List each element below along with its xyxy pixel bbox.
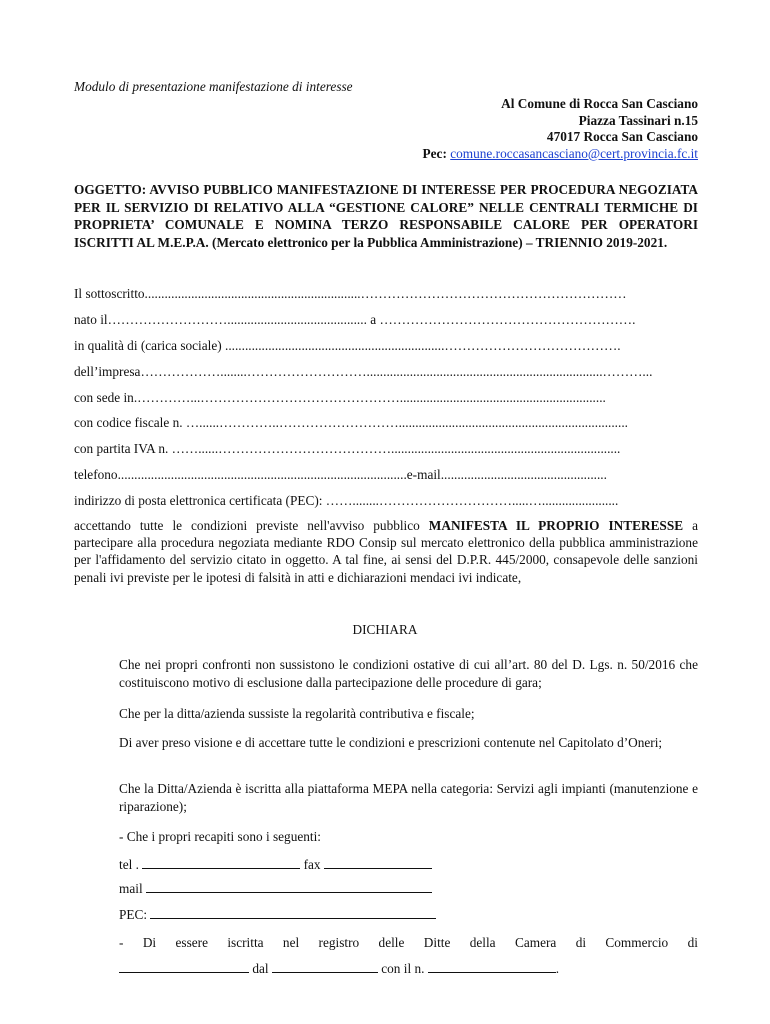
declaration-mepa: Che la Ditta/Azienda è iscritta alla piattaforma MEPA nella categoria: Servizi agli impianti (manutenzione e riparazione);: [119, 781, 698, 814]
dal-label: dal: [249, 961, 272, 976]
fax-blank[interactable]: [324, 856, 432, 869]
numero-blank[interactable]: [428, 960, 556, 973]
dichiara-heading: DICHIARA: [352, 622, 418, 637]
contact-mail-row: [119, 880, 432, 898]
tel-label: tel .: [119, 857, 143, 872]
field-sede[interactable]: con sede in.…………...………………………………………..............................................................: [74, 389, 606, 405]
dal-date-blank[interactable]: [272, 960, 378, 973]
camera-word: nel: [282, 935, 300, 950]
recipient-name: Al Comune di Rocca San Casciano: [501, 96, 698, 111]
recipient-city: 47017 Rocca San Casciano: [546, 129, 698, 144]
mail-blank[interactable]: [146, 880, 432, 893]
camera-word: essere: [175, 935, 208, 950]
camera-registration-row: [119, 960, 559, 978]
form-title: Modulo di presentazione manifestazione di interesse: [74, 79, 353, 94]
field-partita-iva[interactable]: con partita IVA n. ……......………………………………….....................................................................: [74, 441, 621, 457]
row-end: .: [555, 961, 560, 976]
field-sottoscritto[interactable]: Il sottoscritto.................................................................……………………………………………………: [74, 286, 627, 301]
field-qualita[interactable]: in qualità di (carica sociale) ..................................................................………………………………….: [74, 337, 621, 353]
camera-word: di: [687, 935, 698, 950]
camera-word: registro: [318, 935, 360, 950]
pec-email-link[interactable]: comune.roccasancasciano@cert.provincia.fc.it: [450, 145, 698, 161]
declaration-art80: Che nei propri confronti non sussistono le condizioni ostative di cui all’art. 80 del D. Lgs. n. 50/2016 che costituiscono motivo di esclusione dalla partecipazione delle procedure di gara;: [119, 657, 698, 690]
contact-tel-fax-row: [119, 856, 432, 874]
field-nato-il[interactable]: nato il……………………….......................................... a ………………………………………………….: [74, 311, 636, 327]
camera-word: delle: [378, 935, 405, 950]
camera-word: iscritta: [227, 935, 264, 950]
field-telefono-email[interactable]: telefono.......................................................................................e-mail..................................................: [74, 467, 607, 483]
field-pec[interactable]: indirizzo di posta elettronica certificata (PEC): ……........………………………….....….......................: [74, 493, 619, 509]
declaration-capitolato: Di aver preso visione e di accettare tutte le condizioni e prescrizioni contenute nel Capitolato d’Oneri;: [119, 735, 663, 750]
registro-blank[interactable]: [119, 960, 249, 973]
mail-label: mail: [119, 881, 146, 896]
intent-paragraph: [74, 517, 698, 586]
camera-word: della: [469, 935, 496, 950]
camera-word: -: [119, 935, 124, 950]
recipient-street: Piazza Tassinari n.15: [578, 112, 698, 128]
pec-blank[interactable]: [150, 906, 436, 919]
intent-text-2: a partecipare alla procedura negoziata mediante RDO Consip sul mercato elettronico della pubblica amministrazione per l'affidamento del servizio citato in oggetto. A tal fine, ai sensi del D.P.R. 445/2000, consapevole delle sanzioni penali ivi previste per le ipotesi di falsità in atti e dichiarazioni mendaci ivi indicate,: [74, 518, 698, 585]
fax-label: fax: [300, 857, 324, 872]
field-codice-fiscale[interactable]: con codice fiscale n. …......…………..……………………….....................................................................: [74, 415, 628, 431]
numero-label: con il n.: [377, 961, 428, 976]
recipient-address: [423, 96, 698, 162]
intent-text-1: accettando tutte le condizioni previste nell'avviso pubblico: [74, 518, 429, 533]
declaration-recapiti: - Che i propri recapiti sono i seguenti:: [119, 829, 321, 844]
camera-commercio-line: [119, 934, 698, 952]
field-impresa[interactable]: dell’impresa………………........……………………….......................................................................………...: [74, 363, 653, 379]
pec-label: Pec:: [422, 145, 451, 161]
camera-word: Di: [142, 935, 157, 950]
tel-blank[interactable]: [142, 856, 300, 869]
contact-pec-row: [119, 906, 436, 924]
pec-row-label: PEC:: [119, 907, 151, 922]
camera-word: Camera: [514, 935, 557, 950]
intent-bold: MANIFESTA IL PROPRIO INTERESSE: [428, 518, 684, 533]
camera-word: Ditte: [423, 935, 451, 950]
declaration-regolarita: Che per la ditta/azienda sussiste la regolarità contributiva e fiscale;: [119, 706, 475, 721]
camera-word: di: [575, 935, 587, 950]
recipient-pec: [423, 146, 698, 163]
declarant-fields: [74, 285, 698, 518]
camera-word: Commercio: [605, 935, 669, 950]
subject-paragraph: OGGETTO: AVVISO PUBBLICO MANIFESTAZIONE DI INTERESSE PER PROCEDURA NEGOZIATA PER IL SERVIZIO DI RELATIVO ALLA “GESTIONE CALORE” NELLE CENTRALI TERMICHE DI PROPRIETA’ COMUNALE E NOMINA TERZO RESPONSABILE CALORE PER OPERATORI ISCRITTI AL M.E.P.A. (Mercato elettronico per la Pubblica Amministrazione) – TRIENNIO 2019-2021.: [74, 182, 698, 250]
